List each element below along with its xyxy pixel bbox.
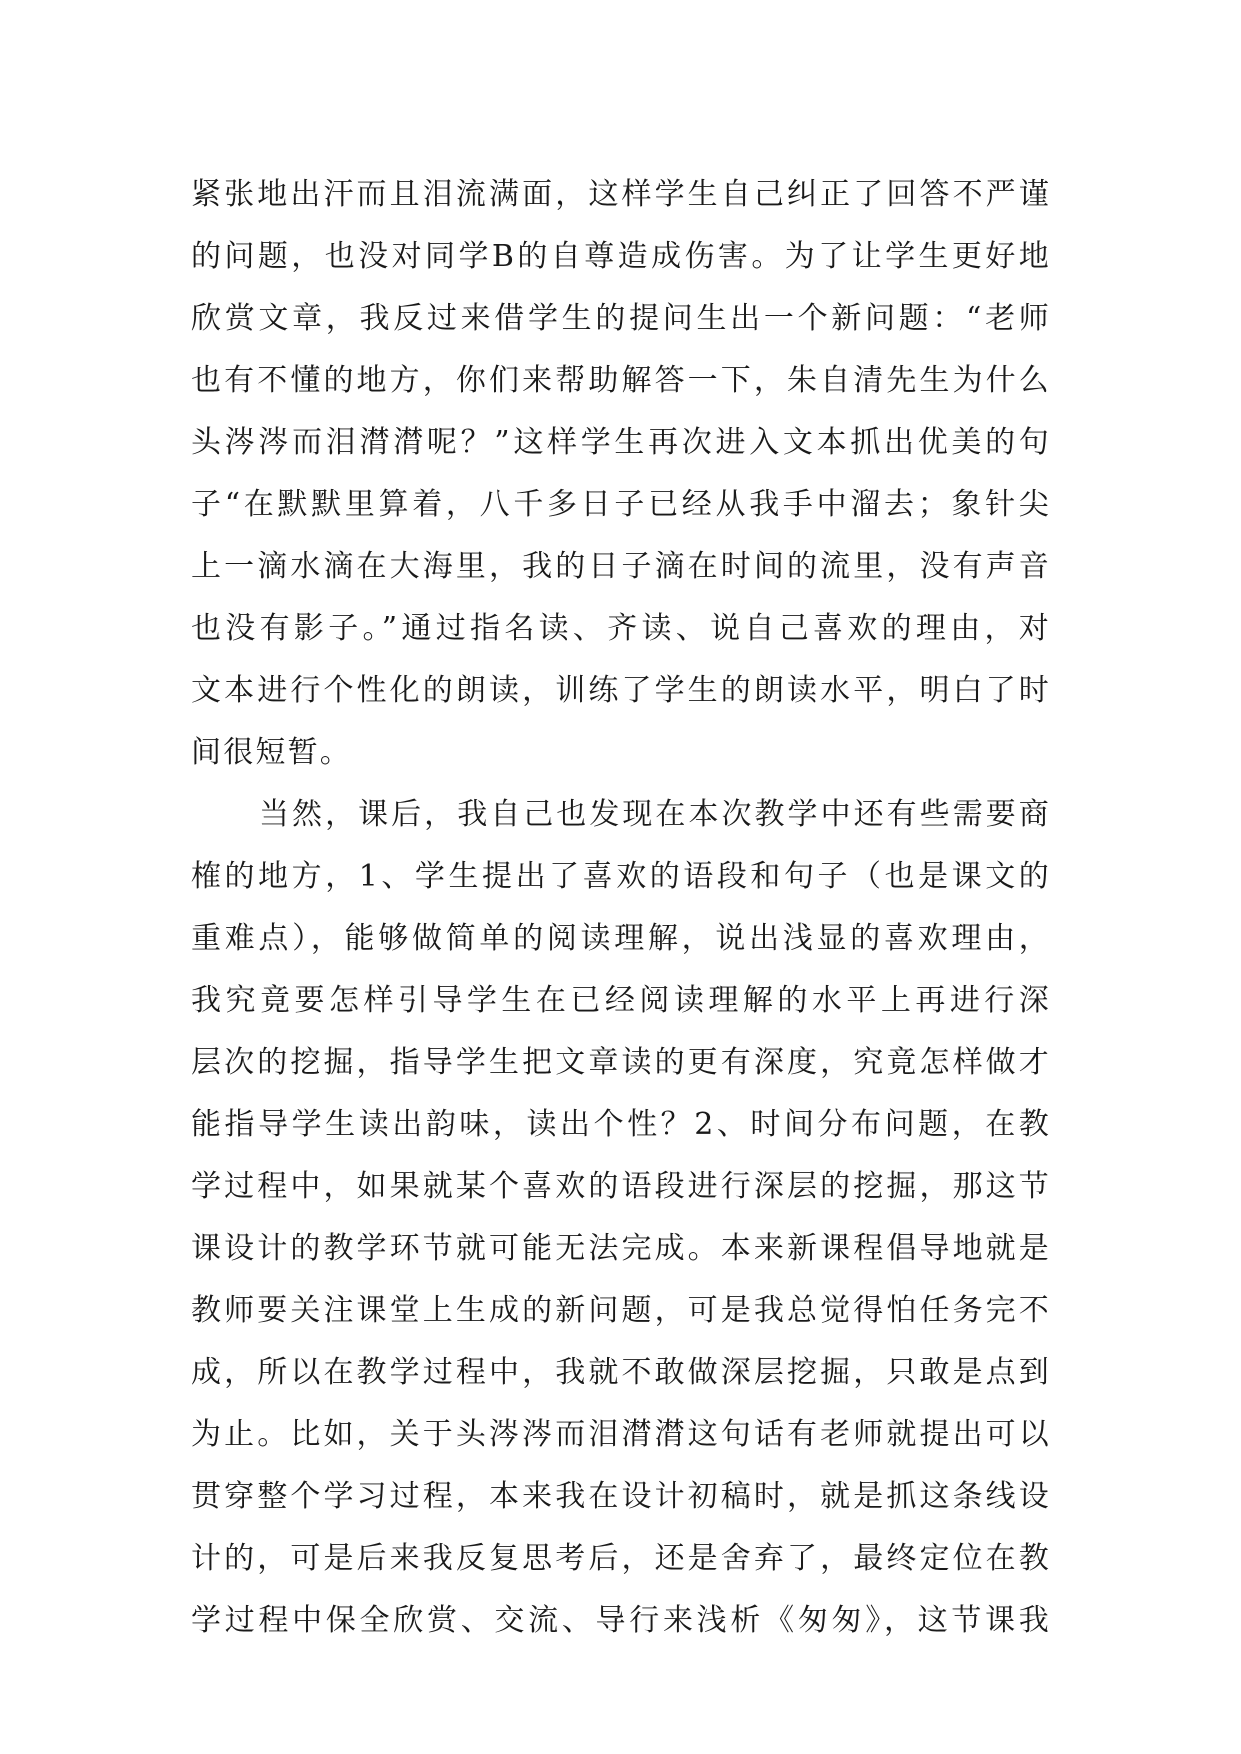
text-line: 也没有影子。”通过指名读、齐读、说自己喜欢的理由，对 [191,611,1051,646]
text-line: 紧张地出汗而且泪流满面，这样学生自己纠正了回答不严谨 [191,177,1051,212]
text-line: 成，所以在教学过程中，我就不敢做深层挖掘，只敢是点到 [191,1355,1051,1390]
text-line: 榷的地方，1、学生提出了喜欢的语段和句子（也是课文的 [191,859,1051,894]
text-line: 学过程中保全欣赏、交流、导行来浅析《匆匆》，这节课我 [191,1603,1051,1638]
text-line: 为止。比如，关于头涔涔而泪潸潸这句话有老师就提出可以 [191,1417,1051,1452]
text-line: 我究竟要怎样引导学生在已经阅读理解的水平上再进行深 [191,983,1051,1018]
text-line: 欣赏文章，我反过来借学生的提问生出一个新问题：“老师 [191,301,1051,336]
text-line: 文本进行个性化的朗读，训练了学生的朗读水平，明白了时 [191,673,1051,708]
paragraph-2 [191,784,1051,1652]
text-line: 课设计的教学环节就可能无法完成。本来新课程倡导地就是 [191,1231,1051,1266]
text-line: 计的，可是后来我反复思考后，还是舍弃了，最终定位在教 [191,1541,1051,1576]
text-line: 间很短暂。 [191,735,352,770]
text-line: 上一滴水滴在大海里，我的日子滴在时间的流里，没有声音 [191,549,1051,584]
text-line: 子“在默默里算着，八千多日子已经从我手中溜去；象针尖 [191,487,1051,522]
text-line: 的问题，也没对同学B的自尊造成伤害。为了让学生更好地 [191,239,1051,274]
text-line: 层次的挖掘，指导学生把文章读的更有深度，究竟怎样做才 [191,1045,1051,1080]
text-line: 能指导学生读出韵味，读出个性？2、时间分布问题，在教 [191,1107,1051,1142]
text-line: 当然，课后，我自己也发现在本次教学中还有些需要商 [259,797,1051,832]
text-line: 教师要关注课堂上生成的新问题，可是我总觉得怕任务完不 [191,1293,1051,1328]
text-line: 重难点），能够做简单的阅读理解，说出浅显的喜欢理由， [191,921,1051,956]
text-line: 也有不懂的地方，你们来帮助解答一下，朱自清先生为什么 [191,363,1051,398]
text-line: 学过程中，如果就某个喜欢的语段进行深层的挖掘，那这节 [191,1169,1051,1204]
paragraph-1 [191,164,1051,784]
text-line: 头涔涔而泪潸潸呢？”这样学生再次进入文本抓出优美的句 [191,425,1051,460]
text-line: 贯穿整个学习过程，本来我在设计初稿时，就是抓这条线设 [191,1479,1051,1514]
document-body [191,164,1051,1652]
